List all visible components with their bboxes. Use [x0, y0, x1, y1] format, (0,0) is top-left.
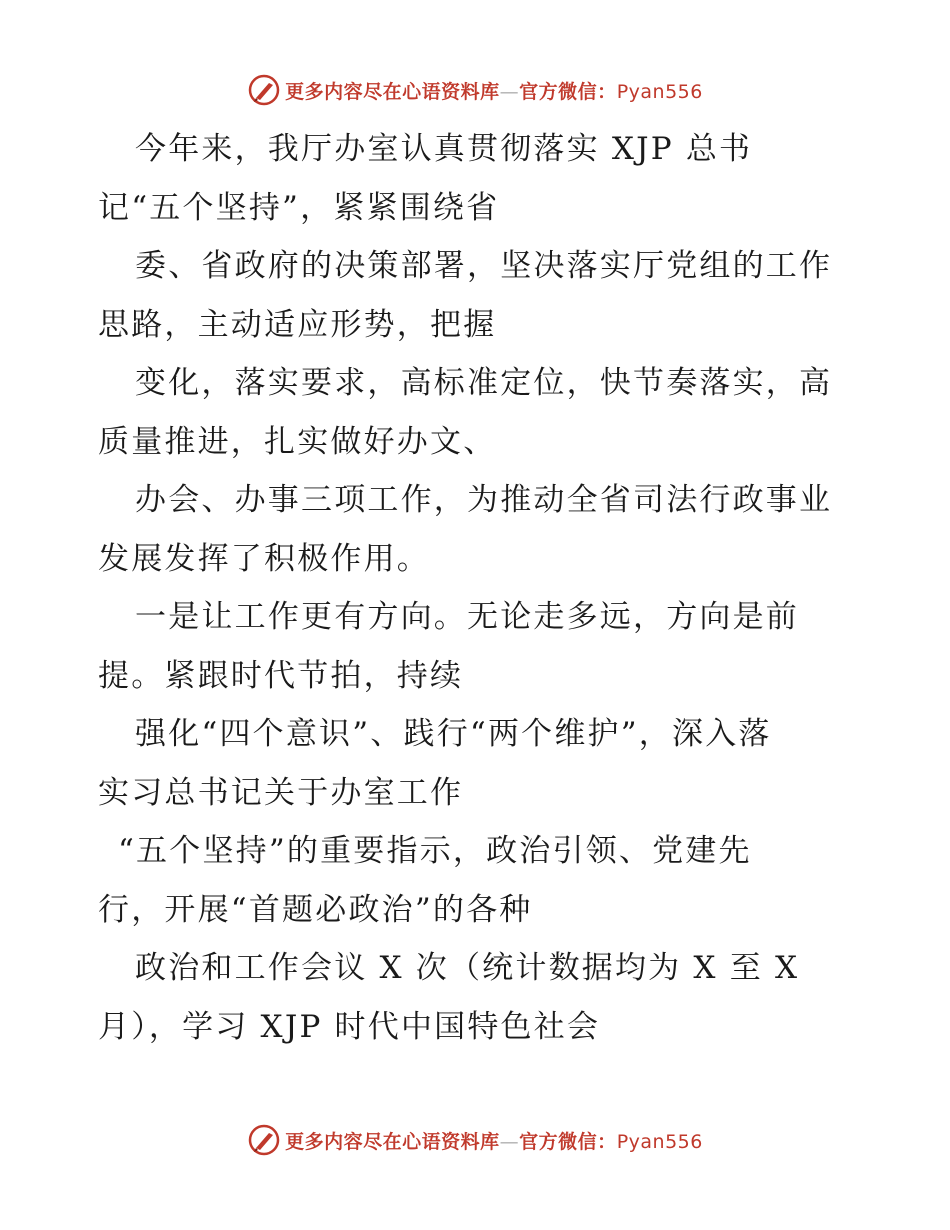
text-line: 今年来，我厅办室认真贯彻落实 XJP 总书 [135, 131, 753, 167]
watermark-label: 官方微信： [519, 80, 617, 103]
text-line: 行，开展“首题必政治”的各种 [98, 891, 533, 928]
watermark-main: 更多内容尽在心语资料库 [285, 80, 500, 103]
text-line: 发展发挥了积极作用。 [98, 540, 430, 577]
pen-logo-icon [247, 73, 281, 107]
text-line: 办会、办事三项工作，为推动全省司法行政事业 [135, 482, 833, 518]
watermark-account: Pyan556 [616, 80, 703, 103]
text-line: 一是让工作更有方向。无论走多远，方向是前 [135, 599, 799, 635]
watermark-separator: — [499, 1130, 520, 1153]
text-line: 提。紧跟时代节拍，持续 [98, 657, 464, 694]
text-line: 委、省政府的决策部署，坚决落实厅党组的工作 [135, 248, 833, 284]
watermark-text [285, 1127, 703, 1154]
text-line: 思路，主动适应形势，把握 [98, 306, 497, 343]
text-line: 变化，落实要求，高标准定位，快节奏落实，高 [135, 365, 833, 401]
text-line: 记“五个坚持”，紧紧围绕省 [98, 189, 500, 226]
watermark-label: 官方微信： [519, 1130, 617, 1153]
text-line: “五个坚持”的重要指示，政治引领、党建先 [118, 833, 752, 869]
text-line: 政治和工作会议 X 次（统计数据均为 X 至 X [135, 950, 800, 986]
watermark-text [285, 77, 703, 104]
header-watermark [0, 68, 950, 112]
watermark-main: 更多内容尽在心语资料库 [285, 1130, 500, 1153]
watermark-separator: — [499, 80, 520, 103]
footer-watermark [0, 1118, 950, 1162]
pen-logo-icon [247, 1123, 281, 1157]
text-line: 强化“四个意识”、践行“两个维护”，深入落 [135, 716, 772, 752]
text-line: 实习总书记关于办室工作 [98, 774, 464, 811]
document-body [98, 120, 858, 1056]
text-line: 月），学习 XJP 时代中国特色社会 [98, 1008, 601, 1045]
text-line: 质量推进，扎实做好办文、 [98, 423, 497, 460]
watermark-account: Pyan556 [616, 1130, 703, 1153]
